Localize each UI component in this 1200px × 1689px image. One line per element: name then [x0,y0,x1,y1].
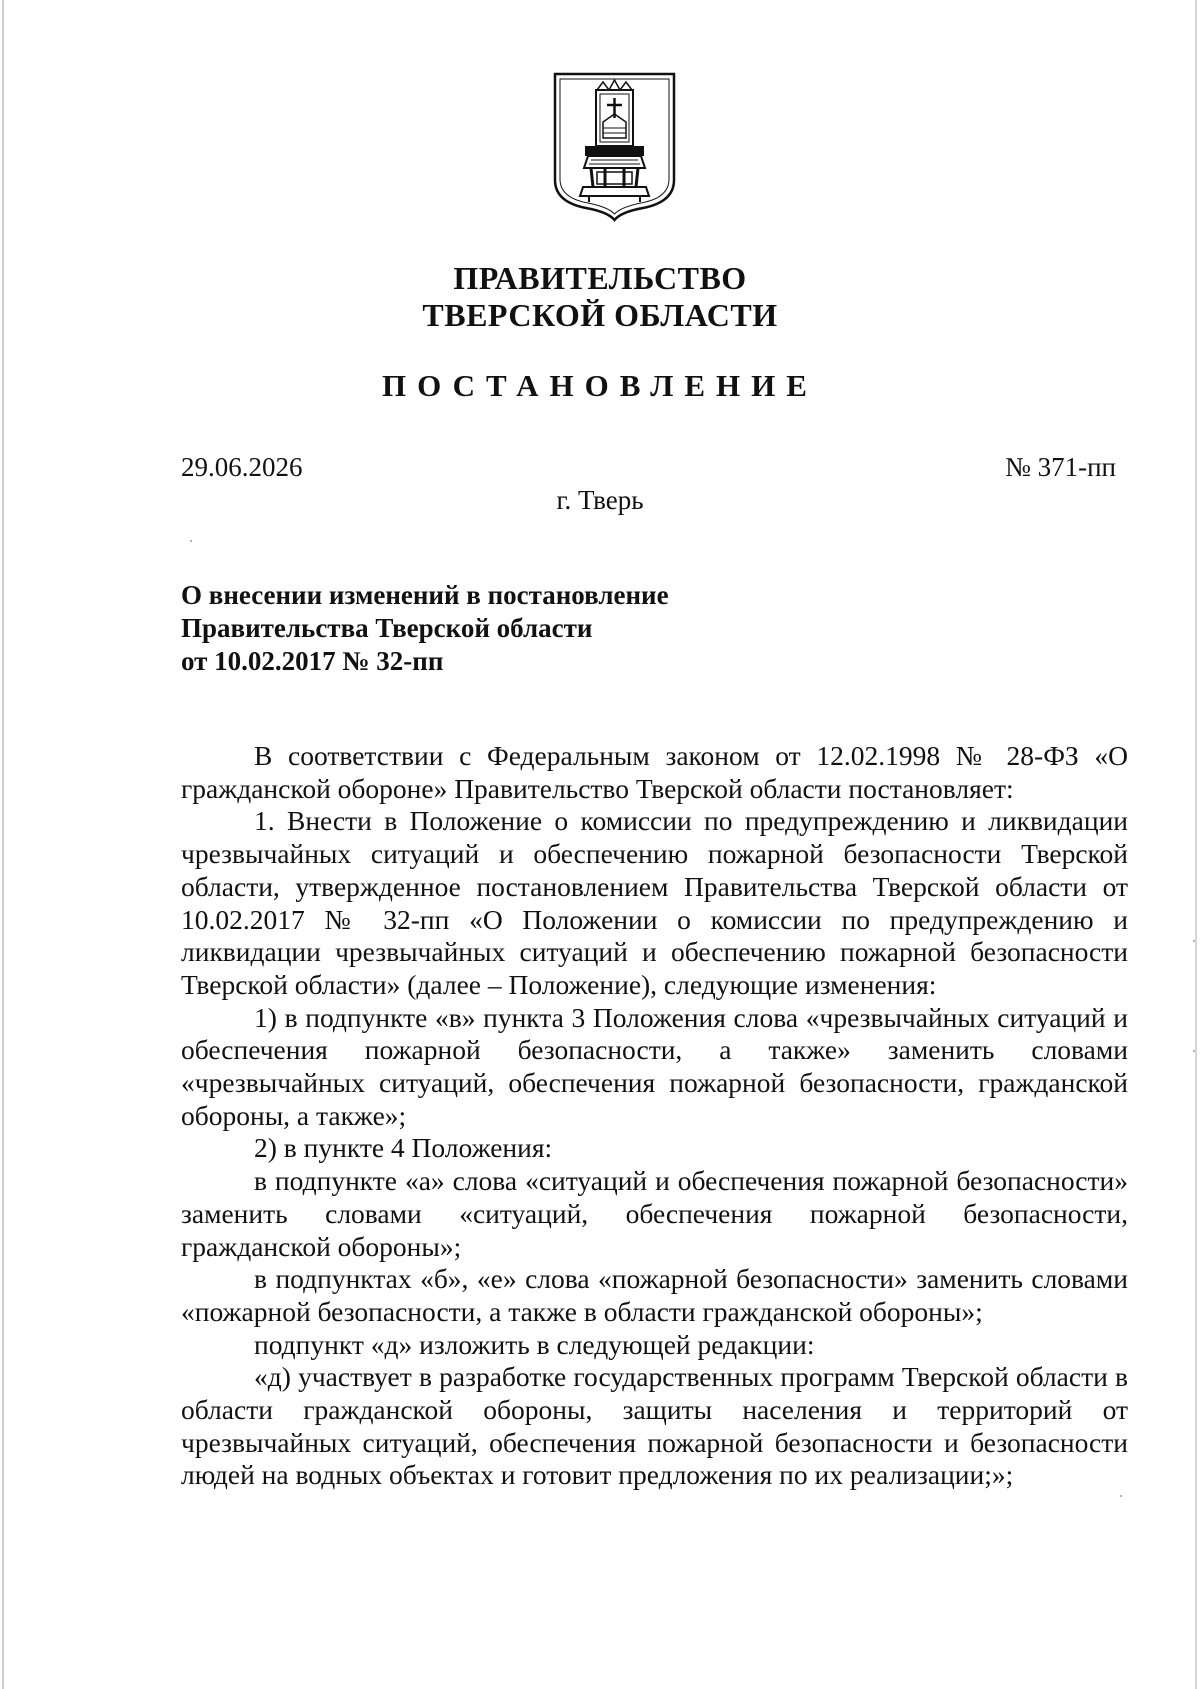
subject-line: от 10.02.2017 № 32-пп [181,646,444,676]
scan-edge-right [1195,0,1197,1689]
scan-speck [1193,940,1195,942]
organization-name-line1: ПРАВИТЕЛЬСТВО [453,260,747,296]
subject-line: Правительства Тверской области [181,613,593,643]
body-paragraph: 1. Внести в Положение о комиссии по предупреждению и ликвидации чрезвычайных ситуаций и обеспечению пожарной безопасности Тверской области, утвержденное постановлением Правительства Тверской области от 10.02.2017 № 32-пп «О Положении о комиссии по предупреждению и ликвидации чрезвычайных ситуаций и обеспечению пожарной безопасности Тверской области» (далее – Положение), следующие изменения: [181,805,1128,1000]
subject-line: О внесении изменений в постановление [181,580,669,610]
body-paragraph: «д) участвует в разработке государственных программ Тверской области в области гражданской обороны, защиты населения и территорий от чрезвычайных ситуаций, обеспечения пожарной безопасности и безопасности людей на водных объектах и готовит предложения по их реализации;»; [181,1361,1128,1491]
document-date: 29.06.2026 [181,452,303,482]
document-number: № 371-пп [1005,452,1116,482]
organization-name-line2: ТВЕРСКОЙ ОБЛАСТИ [422,297,778,333]
body-paragraph: 2) в пункте 4 Положения: [254,1132,553,1164]
body-paragraph: В соответствии с Федеральным законом от 12.02.1998 № 28-ФЗ «О гражданской обороне» Правительство Тверской области постановляет: [181,740,1128,804]
document-subject [181,579,669,678]
document-city: г. Тверь [556,485,644,515]
scan-speck [1193,1050,1195,1052]
body-paragraph: 1) в подпункте «в» пункта 3 Положения слова «чрезвычайных ситуаций и обеспечения пожарной безопасности, а также» заменить словами «чрезвычайных ситуаций, обеспечения пожарной безопасности, гражданской обороны, а также»; [181,1001,1128,1131]
scan-speck [1120,1495,1122,1497]
scan-speck [190,540,192,542]
body-paragraph: в подпунктах «б», «е» слова «пожарной безопасности» заменить словами «пожарной безопасности, а также в области гражданской обороны»; [181,1263,1128,1327]
document-type: ПОСТАНОВЛЕНИЕ [382,368,818,403]
body-paragraph: в подпункте «а» слова «ситуаций и обеспечения пожарной безопасности» заменить словами «ситуаций, обеспечения пожарной безопасности, гражданской обороны»; [181,1165,1128,1262]
coat-of-arms-emblem [553,72,676,222]
document-body [181,740,1128,1492]
scan-edge-left [2,0,4,1689]
body-paragraph: подпункт «д» изложить в следующей редакции: [254,1328,815,1360]
